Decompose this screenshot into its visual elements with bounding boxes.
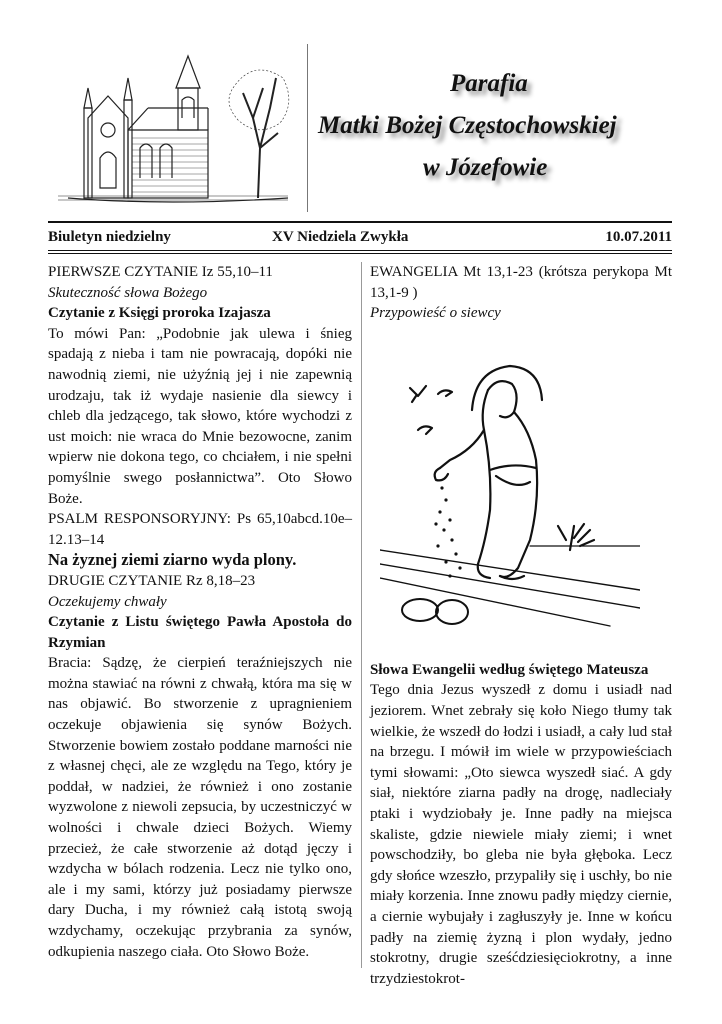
psalm-heading: PSALM RESPONSORYJNY: Ps 65,10abcd.10e–12.13–14 [48,511,352,548]
parish-title-line-3: w Józefowie [423,154,548,181]
bar-rule [48,250,672,251]
bulletin-label: Biuletyn niedzielny [48,229,171,245]
first-reading-subtitle: Skuteczność słowa Bożego [48,284,208,301]
bulletin-date: 10.07.2011 [605,229,672,245]
first-reading-heading: PIERWSZE CZYTANIE Iz 55,10–11 [48,264,273,280]
right-column [370,262,672,989]
parish-title-line-1: Parafia [450,70,528,97]
column-divider [361,262,362,968]
gospel-text: Tego dnia Jezus wyszedł z domu i usiadł nad jeziorem. Wnet zebrały się koło Niego tłumy tak wielkie, że wszedł do łodzi i usiadł, a cały lud stał na brzegu. I mówił im wiele w przypowieściach tymi słowami: „Oto siewca wyszedł siać. A gdy siał, niektóre ziarna padły na drogę, nadleciały ptaki i wydziobały je. Inne padły na miejsca skaliste, gdzie niewiele miały ziemi; i wnet powschodziły, bo gleba nie była głęboka. Lecz gdy słońce wzeszło, przypaliły się i uschły, bo nie miały korzenia. Inne znowu padły między ciernie, a ciernie wybujały i zagłuszyły je. Inne w końcu padły na ziemię żyzną i plon wydały, jedno stokrotny, drugie sześćdziesięciokrotny, a inne trzydziestokrot- [370,682,672,987]
second-reading-heading: DRUGIE CZYTANIE Rz 8,18–23 [48,572,256,589]
header-divider [307,44,308,212]
gospel-heading: EWANGELIA Mt 13,1-23 (krótsza perykopa Mt 13,1-9 ) [370,264,672,301]
gospel-source: Słowa Ewangelii według świętego Mateusza [370,661,649,678]
second-reading-subtitle: Oczekujemy chwały [48,593,167,610]
left-column [48,262,352,962]
sunday-label: XV Niedziela Zwykła [272,229,409,245]
second-reading-text: Bracia: Sądzę, że cierpień teraźniejszych nie można stawiać na równi z chwałą, która ma się w nas objawić. Bo stworzenie z upragnieniem oczekuje objawienia się synów Bożych. Stworzenie bowiem zostało poddane marności nie z własnej chęci, ale ze względu na Tego, który je poddał, w nadziei, że również i ono zostanie wyzwolone z niewoli zepsucia, by uczestniczyć w wolności i chwale dzieci Bożych. Wiemy przecież, że całe stworzenie aż dotąd jęczy i wzdycha w bólach rodzenia. Lecz nie tylko ono, ale i my sami, którzy już posiadamy pierwsze dary Ducha, i my również całą istotą swoją wzdychamy, oczekując przybrania za synów, odkupienia naszego ciała. Oto Słowo Boże. [48,655,352,960]
second-reading-book: Czytanie z Listu świętego Pawła Apostoła do Rzymian [48,614,352,651]
parish-title-line-2: Matki Bożej Częstochowskiej [318,112,617,139]
psalm-refrain: Na żyznej ziemi ziarno wyda plony. [48,550,297,570]
gospel-subtitle: Przypowieść o siewcy [370,305,501,322]
church-drawing [48,48,296,208]
first-reading-book: Czytanie z Księgi proroka Izajasza [48,305,271,322]
header-rule [48,221,672,223]
sower-drawing [380,350,640,638]
bar-rule-2 [48,253,672,254]
first-reading-text: To mówi Pan: „Podobnie jak ulewa i śnieg spadają z nieba i tam nie powracają, dopóki nie nawodnią ziemi, nie użyźnią jej i nie zapewnią urodzaju, tak iż wydaje nasienie dla siewcy i chleb dla jedzącego, tak słowo, które wychodzi z ust moich: nie wraca do Mnie bezowocne, zanim wpierw nie dokona tego, co chciałem, i nie spełni pomyślnie swego posłannictwa”. Oto Słowo Boże. [48,325,352,507]
